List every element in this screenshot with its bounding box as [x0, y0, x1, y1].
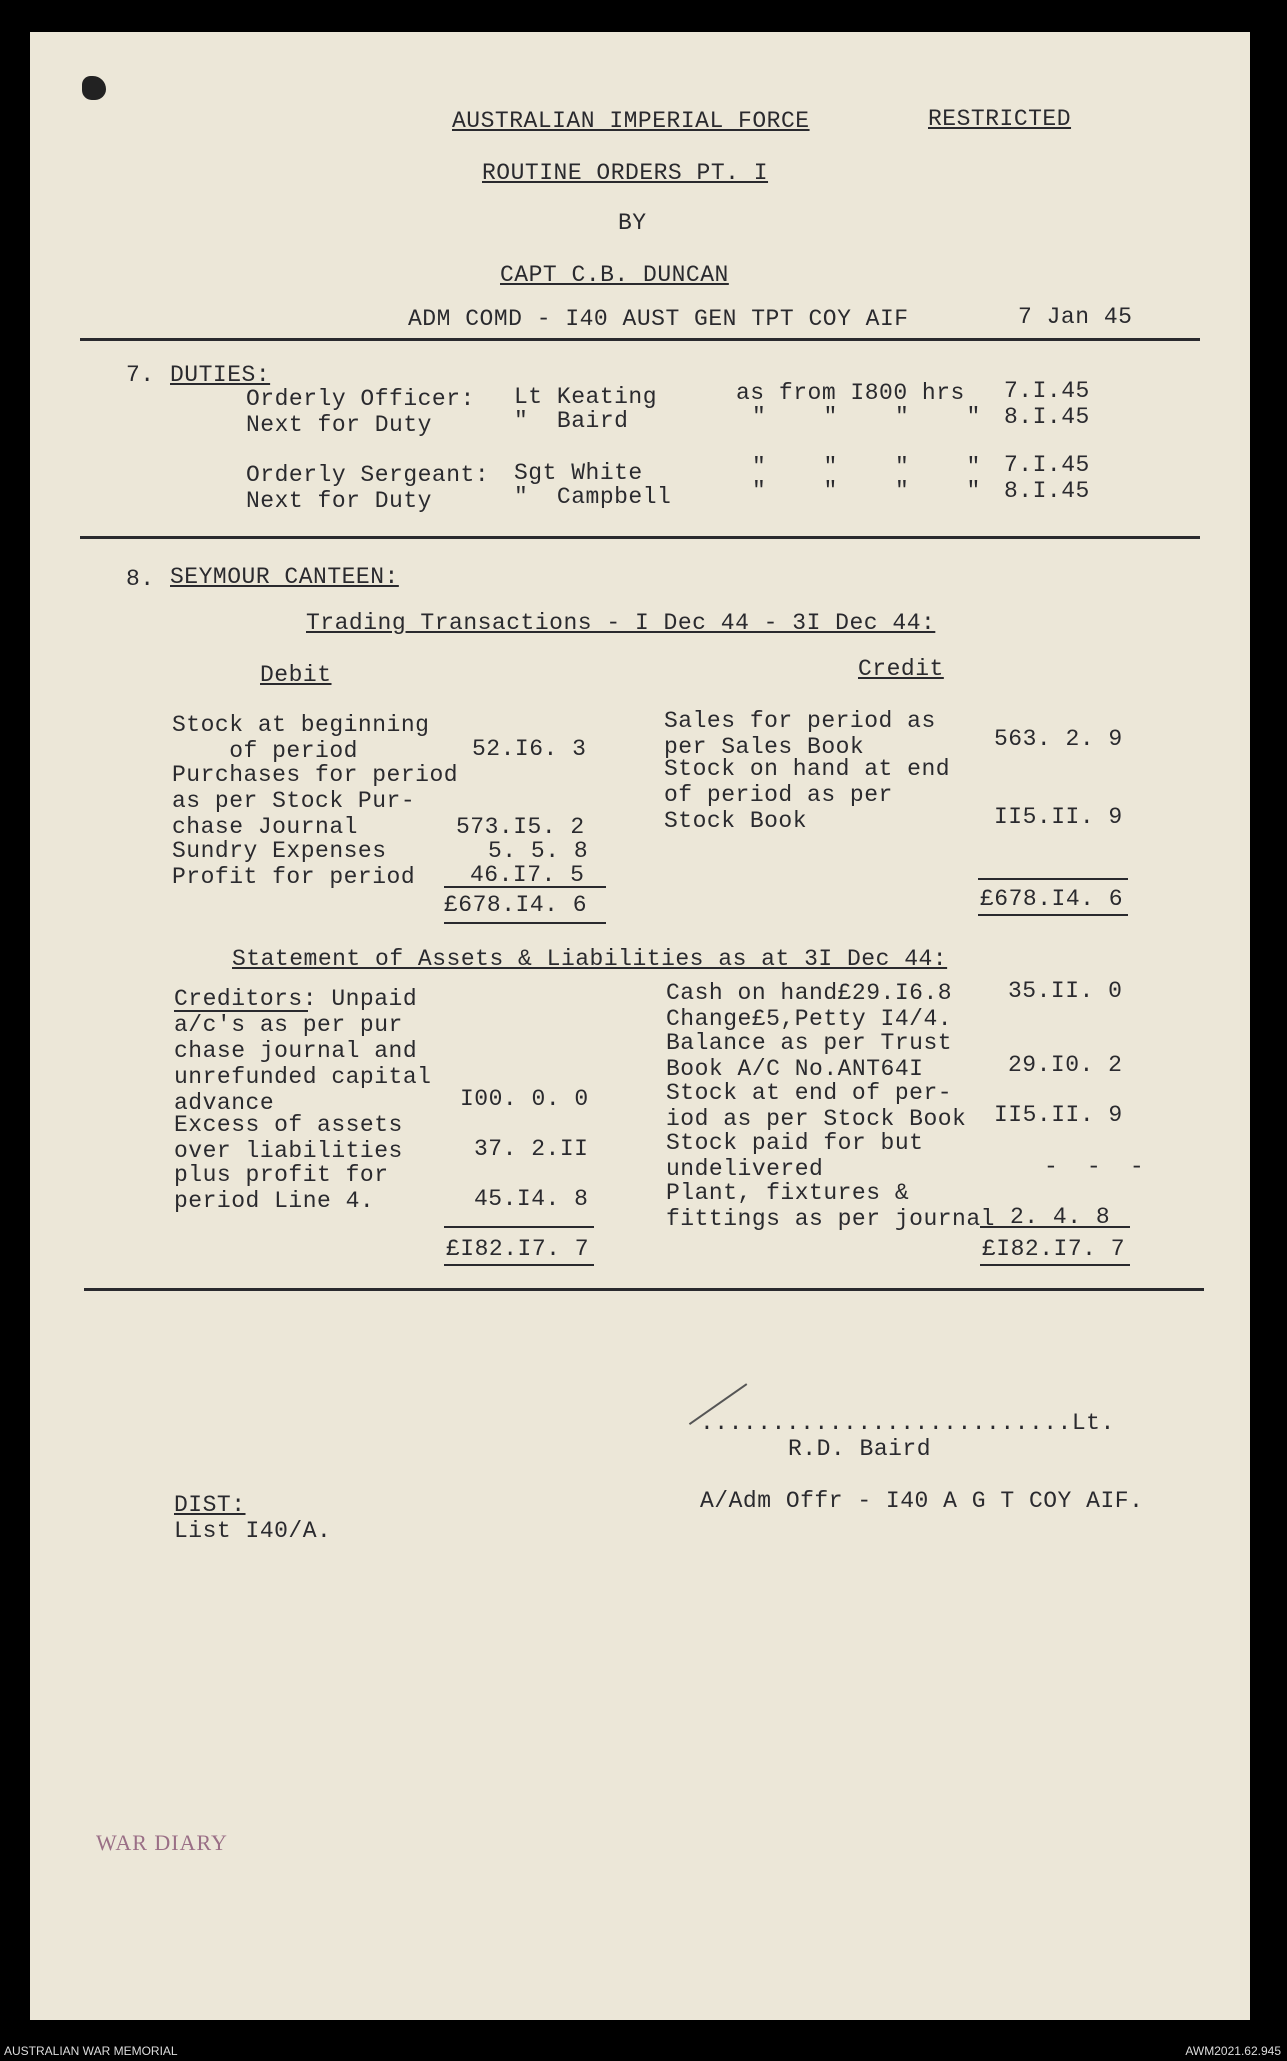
asset-amount: 29.I0. 2 [1008, 1052, 1123, 1078]
duty-role: Orderly Officer: [246, 386, 475, 412]
debit-amount: 46.I7. 5 [470, 862, 585, 888]
signature-line: ..........................Lt. [700, 1410, 1115, 1436]
duty-name: Lt Keating [514, 384, 658, 410]
liability-amount: I00. 0. 0 [460, 1086, 589, 1112]
subtotal-rule [444, 886, 606, 888]
trading-title: Trading Transactions - I Dec 44 - 3I Dec 44: [306, 610, 936, 636]
asset-amount: 35.II. 0 [1008, 978, 1123, 1004]
subtotal-rule [444, 1226, 594, 1228]
section-heading: DUTIES: [170, 362, 271, 388]
duty-when: " " " " [752, 404, 981, 430]
credit-item: Stock on hand at end of period as per Stock Book [664, 756, 951, 834]
document-title: ROUTINE ORDERS PT. I [482, 160, 769, 186]
debit-amount: 573.I5. 2 [456, 814, 585, 840]
debit-item: Purchases for period as per Stock Pur- chase Journal [172, 762, 459, 840]
duty-name: Sgt White [514, 460, 643, 486]
asset-amount: 2. 4. 8 [1010, 1204, 1111, 1230]
section-number: 8. [126, 566, 155, 592]
divider [80, 338, 1200, 341]
liability-item: plus profit for period Line 4. [174, 1162, 389, 1214]
subtotal-rule [978, 878, 1128, 880]
duty-role: Orderly Sergeant: [246, 462, 490, 488]
creditors-underline [174, 1010, 308, 1012]
debit-label: Debit [260, 662, 332, 688]
duty-date: 8.I.45 [1004, 478, 1090, 504]
order-date: 7 Jan 45 [1018, 304, 1133, 330]
total-rule [444, 922, 606, 924]
divider [80, 536, 1200, 539]
credit-label: Credit [858, 656, 944, 682]
signatory-name: R.D. Baird [788, 1436, 932, 1462]
duty-when: " " " " [752, 478, 981, 504]
duty-when: as from I800 hrs [736, 380, 965, 406]
credit-amount: 563. 2. 9 [994, 726, 1123, 752]
dist-label: DIST: [174, 1492, 246, 1518]
total-rule [980, 1264, 1130, 1266]
asset-item: Balance as per Trust Book A/C No.ANT64I [666, 1030, 953, 1082]
asset-amount: - - - [1044, 1154, 1145, 1180]
debit-item: Sundry Expenses [172, 838, 387, 864]
duty-role: Next for Duty [246, 488, 432, 514]
total-rule [444, 1264, 594, 1266]
classification: RESTRICTED [928, 106, 1072, 132]
duty-name: " Campbell [514, 484, 672, 510]
force-heading: AUSTRALIAN IMPERIAL FORCE [452, 108, 810, 134]
debit-amount: 5. 5. 8 [488, 838, 589, 864]
liability-item: Creditors: Unpaid a/c's as per pur chase journal and unrefunded capital advance [174, 986, 432, 1116]
credit-total: £678.I4. 6 [980, 886, 1124, 912]
duty-date: 7.I.45 [1004, 378, 1090, 404]
duty-role: Next for Duty [246, 412, 432, 438]
unit-name: ADM COMD - I40 AUST GEN TPT COY AIF [408, 306, 909, 332]
punch-hole [82, 76, 106, 100]
subtotal-rule [980, 1226, 1130, 1228]
dist-list: List I40/A. [174, 1518, 332, 1544]
credit-item: Sales for period as per Sales Book [664, 708, 936, 760]
debit-total: £678.I4. 6 [444, 892, 588, 918]
footer-accession: AWM2021.62.945 [1185, 2044, 1281, 2058]
asset-amount: II5.II. 9 [994, 1102, 1123, 1128]
liabilities-total: £I82.I7. 7 [446, 1236, 590, 1262]
debit-item: Stock at beginning of period [172, 712, 430, 764]
liability-amount: 45.I4. 8 [474, 1186, 589, 1212]
statement-title: Statement of Assets & Liabilities as at 3I Dec 44: [232, 946, 948, 972]
debit-amount: 52.I6. 3 [472, 736, 587, 762]
credit-amount: II5.II. 9 [994, 804, 1123, 830]
debit-item: Profit for period [172, 864, 416, 890]
signatory-appointment: A/Adm Offr - I40 A G T COY AIF. [700, 1488, 1144, 1514]
asset-item: Cash on hand£29.I6.8 Change£5,Petty I4/4. [666, 980, 953, 1032]
duty-date: 7.I.45 [1004, 452, 1090, 478]
by-line: BY [618, 210, 647, 236]
liability-amount: 37. 2.II [474, 1136, 589, 1162]
asset-item: Stock at end of per- iod as per Stock Book [666, 1080, 967, 1132]
assets-total: £I82.I7. 7 [982, 1236, 1126, 1262]
liability-item: Excess of assets over liabilities [174, 1112, 403, 1164]
duty-when: " " " " [752, 454, 981, 480]
total-rule [978, 914, 1128, 916]
footer-institution: AUSTRALIAN WAR MEMORIAL [4, 2044, 178, 2058]
war-diary-stamp: WAR DIARY [96, 1830, 228, 1855]
asset-item: Stock paid for but undelivered [666, 1130, 924, 1182]
divider [84, 1288, 1204, 1291]
asset-item: Plant, fixtures & fittings as per journal [666, 1180, 995, 1232]
section-heading: SEYMOUR CANTEEN: [170, 564, 399, 590]
officer-name: CAPT C.B. DUNCAN [500, 262, 729, 288]
duty-date: 8.I.45 [1004, 404, 1090, 430]
duty-name: " Baird [514, 408, 629, 434]
section-number: 7. [126, 362, 155, 388]
